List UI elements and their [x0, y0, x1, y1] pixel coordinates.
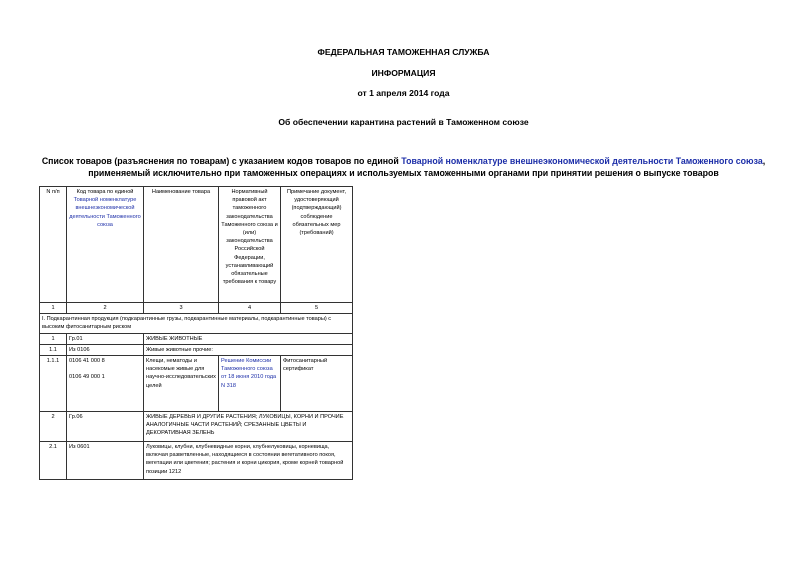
row-code: Гр.01 [67, 333, 144, 344]
goods-table [39, 186, 353, 480]
document-date: от 1 апреля 2014 года [357, 88, 450, 98]
row-name: ЖИВЫЕ ДЕРЕВЬЯ И ДРУГИЕ РАСТЕНИЯ; ЛУКОВИЦЫ, КОРНИ И ПРОЧИЕ АНАЛОГИЧНЫЕ ЧАСТИ РАСТЕНИЙ; СРЕЗАННЫЕ ЦВЕТЫ И ДЕКОРАТИВНАЯ ЗЕЛЕНЬ [144, 412, 353, 442]
row-num: 1 [40, 333, 67, 344]
col-number: 4 [219, 303, 281, 314]
document-type: ИНФОРМАЦИЯ [371, 68, 436, 78]
header-code [67, 187, 144, 303]
list-title-comma: , [762, 156, 766, 166]
header-code-text: Код товара по единой [76, 189, 134, 195]
row-num: 1.1 [40, 344, 67, 355]
header-name: Наименование товара [144, 187, 219, 303]
row-code-2: 0106 49 000 1 [69, 374, 105, 381]
table-row [40, 412, 353, 442]
col-number: 5 [281, 303, 353, 314]
row-code: Из 0106 [67, 344, 144, 355]
row-name: Клещи, нематоды и насекомые живые для научно-исследовательских целей [144, 356, 219, 412]
agency-title: ФЕДЕРАЛЬНАЯ ТАМОЖЕННАЯ СЛУЖБА [317, 47, 490, 57]
list-title-line2: применяемый исключительно при таможенных операциях и используемых таможенными органами при принятии решения о выпуске товаров [88, 168, 719, 178]
row-code: Гр.06 [67, 412, 144, 442]
row-act-link[interactable]: Решение Комиссии Таможенного союза от 18 июня 2010 года N 318 [219, 356, 281, 412]
list-title-text: Список товаров (разъяснения по товарам) с указанием кодов товаров по единой [41, 156, 402, 166]
row-name: ЖИВЫЕ ЖИВОТНЫЕ [144, 333, 353, 344]
table-row [40, 356, 353, 412]
row-code: Из 0601 [67, 442, 144, 480]
row-note: Фитосанитарный сертификат [281, 356, 353, 412]
header-note: Примечание документ, удостоверяющий (подтверждающий) соблюдение обязательных мер (требований) [281, 187, 353, 303]
col-number: 3 [144, 303, 219, 314]
row-name: Живые животные прочие: [144, 344, 353, 355]
row-num: 1.1.1 [40, 356, 67, 412]
row-code-1: 0106 41 000 8 [69, 358, 105, 365]
section-title: I. Подкарантинная продукция (подкарантинные грузы, подкарантинные материалы, подкарантинные товары) с высоким фитосанитарным риском [40, 314, 353, 333]
col-number: 2 [67, 303, 144, 314]
header-num: N п/п [40, 187, 67, 303]
column-number-row [40, 303, 353, 314]
row-num: 2.1 [40, 442, 67, 480]
table-row [40, 442, 353, 480]
row-num: 2 [40, 412, 67, 442]
header-code-link[interactable]: Товарной номенклатуре внешнеэкономической деятельности Таможенного союза [69, 197, 141, 228]
table-row [40, 344, 353, 355]
row-code [67, 356, 144, 412]
section-row [40, 314, 353, 333]
row-name: Луковицы, клубни, клубневидные корни, клубнелуковицы, корневища, включая разветвленные, находящиеся в состоянии вегетативного покоя, вегетации или цветения; растения и корни цикория, кроме корней товарной позиции 1212 [144, 442, 353, 480]
document-subject: Об обеспечении карантина растений в Таможенном союзе [278, 117, 529, 127]
table-header-row [40, 187, 353, 303]
list-title [0, 155, 807, 179]
table-row [40, 333, 353, 344]
tnved-link[interactable]: Товарной номенклатуре внешнеэкономической деятельности Таможенного союза [401, 156, 763, 166]
col-number: 1 [40, 303, 67, 314]
header-act: Нормативный правовой акт таможенного законодательства Таможенного союза и (или) законодательства Российской Федерации, устанавливающий обязательные требования к товару [219, 187, 281, 303]
